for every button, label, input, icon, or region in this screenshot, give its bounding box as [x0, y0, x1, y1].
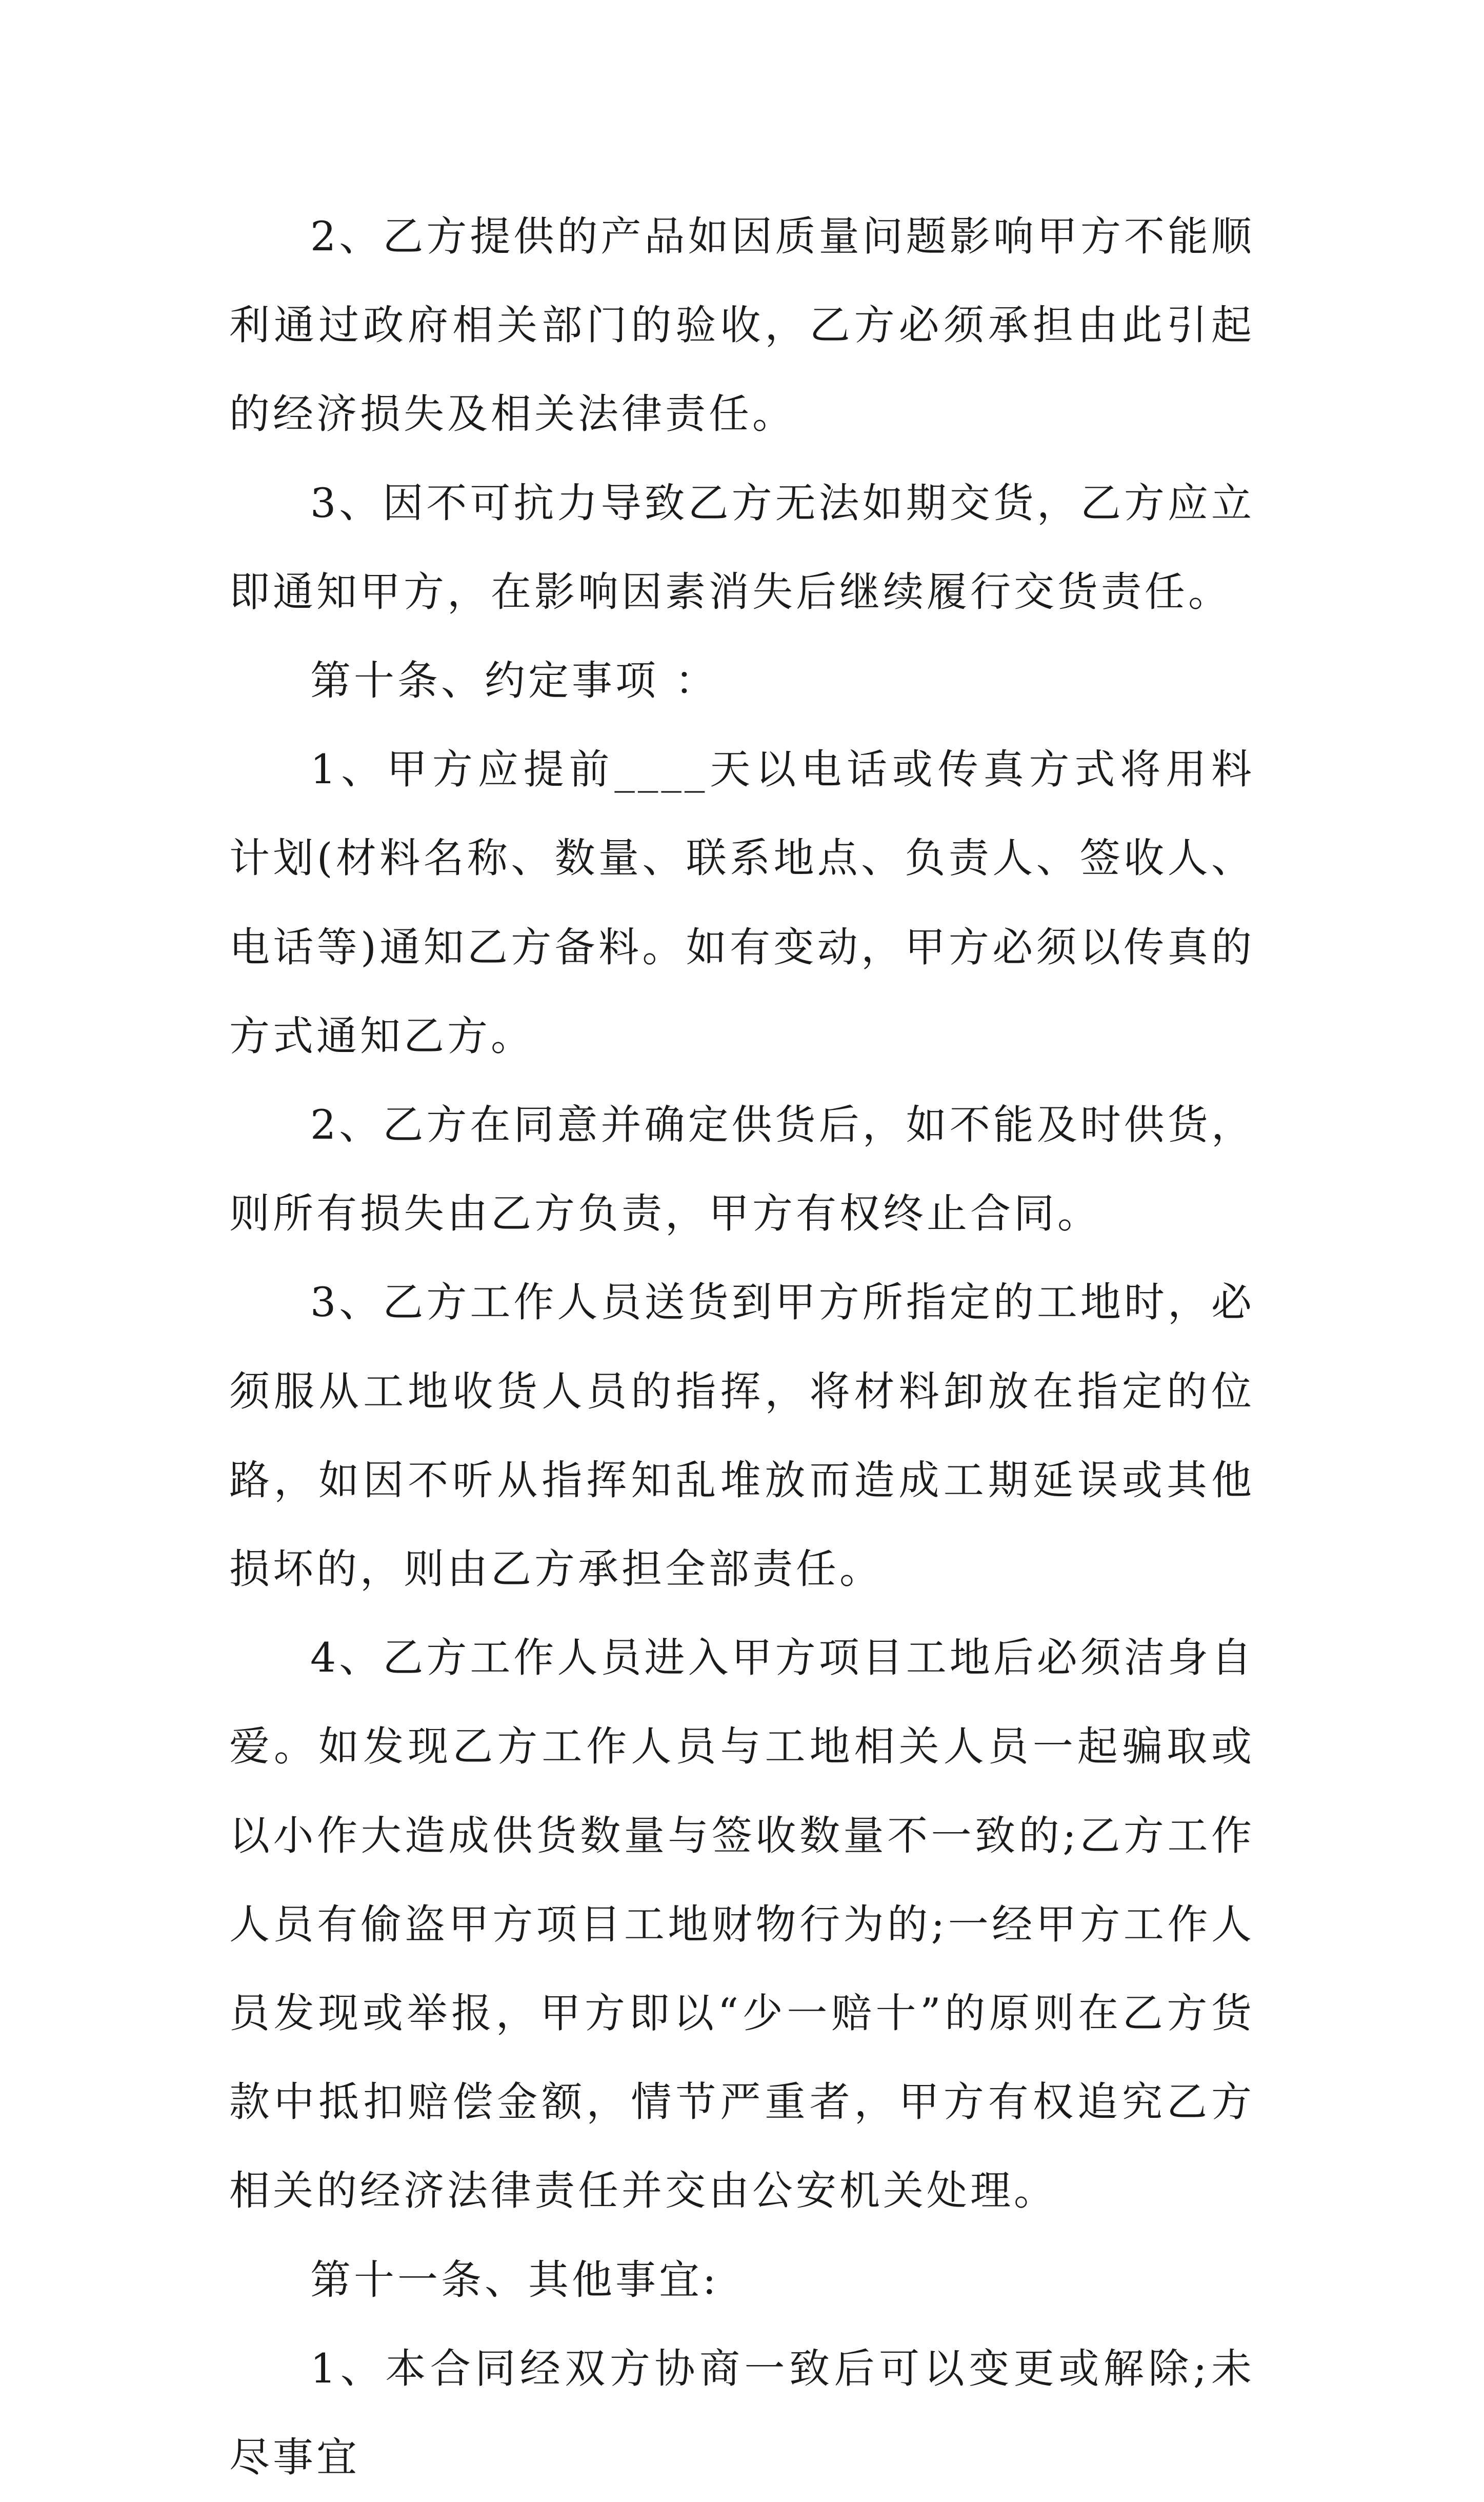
paragraph-clause-9-2: 2、乙方提供的产品如因质量问题影响甲方不能顺利通过政府相关部门的验收，乙方必须承担由此引起的经济损失及相关法律责任。	[229, 213, 1255, 438]
article-11-heading: 第十一条、其他事宜:	[310, 2256, 719, 2304]
paragraph-clause-9-3: 3、因不可抗力导致乙方无法如期交货，乙方应立即通知甲方，在影响因素消失后继续履行交货责任。	[229, 479, 1255, 615]
paragraph-clause-10-3: 3、乙方工作人员送货到甲方所指定的工地时，必须服从工地收货人员的指挥，将材料卸放在指定的位路，如因不听从指挥知乱堆放而造成工期延误或其他损坏的，则由乙方承担全部责任。	[229, 1279, 1255, 1593]
paragraph-clause-10-4: 4、乙方工作人员进入甲方项目工地后必须洁身自爱。如发现乙方工作人员与工地相关人员一起骗取或以小作大造成供货数量与签收数量不一致的;乙方工作人员有偷盗甲方项目工地财物行为的;一经甲方工作人员发现或举报，甲方即以“少一赔十”的原则在乙方货款中抵扣赔偿金额，情节严重者，甲方有权追究乙方相关的经济法律责任并交由公安机关处理。	[229, 1634, 1255, 2215]
paragraph-clause-11-1: 1、本合同经双方协商一致后可以变更或解除;未尽事宜	[229, 2345, 1255, 2481]
paragraph-clause-10-1: 1、甲方应提前____天以电话或传真方式将用料计划(材料名称、数量、联系地点、负责人、签收人、电话等)通知乙方备料。如有变动，甲方必须以传真的方式通知乙方。	[229, 746, 1255, 1060]
paragraph-clause-10-2: 2、乙方在同意并确定供货后，如不能及时供货，则所有损失由乙方负责，甲方有权终止合同。	[229, 1101, 1255, 1238]
document-body	[229, 192, 1255, 2502]
article-10-heading: 第十条、约定事项 ：	[310, 657, 719, 705]
